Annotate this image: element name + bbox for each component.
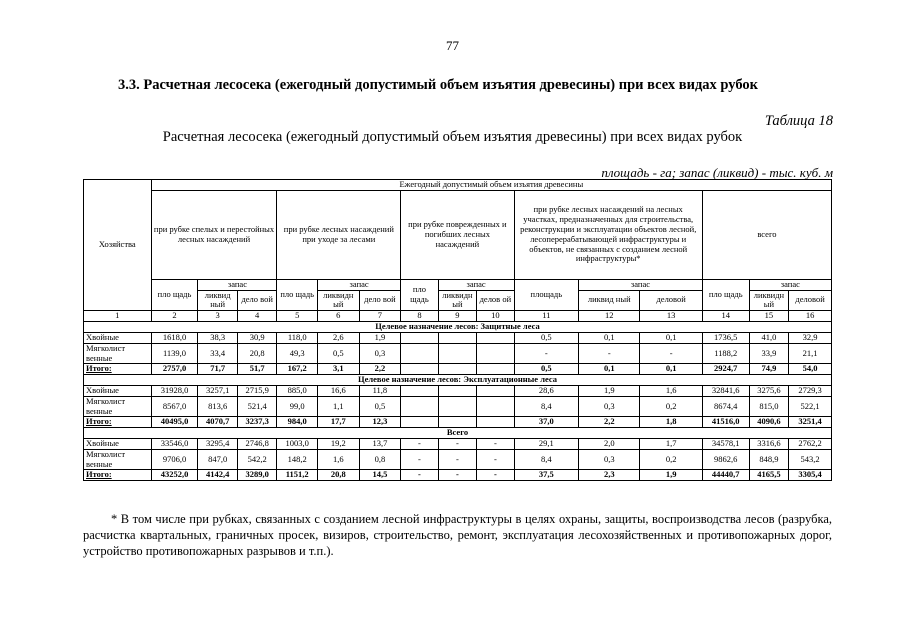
table-cell: 13,7 bbox=[359, 439, 401, 450]
table-cell: 0,1 bbox=[579, 333, 640, 344]
table-cell bbox=[477, 417, 514, 428]
header-liquid: ликвид ный bbox=[198, 290, 238, 311]
table-cell: 3257,1 bbox=[198, 386, 238, 397]
header-area: пло щадь bbox=[401, 279, 438, 310]
header-farm: Хозяйства bbox=[84, 180, 152, 311]
table-cell: 0,8 bbox=[359, 449, 401, 470]
table-cell: 99,0 bbox=[277, 396, 318, 417]
column-number: 15 bbox=[749, 311, 789, 322]
table-cell bbox=[438, 417, 476, 428]
table-cell: - bbox=[579, 343, 640, 364]
table-cell: 37,0 bbox=[514, 417, 578, 428]
table-cell: 1,8 bbox=[640, 417, 702, 428]
table-cell: 847,0 bbox=[198, 449, 238, 470]
table-cell: 14,5 bbox=[359, 470, 401, 481]
table-cell bbox=[477, 333, 514, 344]
table-cell: 4142,4 bbox=[198, 470, 238, 481]
table-cell: 8674,4 bbox=[702, 396, 749, 417]
table-cell bbox=[477, 386, 514, 397]
header-area: пло щадь bbox=[151, 279, 198, 310]
row-label: Мягколист венные bbox=[84, 449, 152, 470]
header-group-damaged: при рубке поврежденных и погибших лесных насаждений bbox=[401, 190, 514, 279]
header-liquid: ликвид ный bbox=[579, 290, 640, 311]
table-cell: 8567,0 bbox=[151, 396, 198, 417]
table-label: Таблица 18 bbox=[764, 113, 833, 129]
row-label: Хвойные bbox=[84, 386, 152, 397]
table-title: Расчетная лесосека (ежегодный допустимый объем изъятия древесины) при всех видах рубок bbox=[162, 129, 743, 145]
header-business: дело вой bbox=[359, 290, 401, 311]
table-cell: 11,8 bbox=[359, 386, 401, 397]
table-cell bbox=[401, 396, 438, 417]
column-number: 8 bbox=[401, 311, 438, 322]
table-cell: 32841,6 bbox=[702, 386, 749, 397]
table-cell: 3237,3 bbox=[237, 417, 277, 428]
table-cell: 54,0 bbox=[789, 364, 832, 375]
header-business: дело вой bbox=[237, 290, 277, 311]
table-cell: 1151,2 bbox=[277, 470, 318, 481]
table-cell: - bbox=[514, 343, 578, 364]
table-cell: 33,4 bbox=[198, 343, 238, 364]
table-cell: 2,2 bbox=[359, 364, 401, 375]
table-cell: 1,1 bbox=[318, 396, 360, 417]
section-title: Целевое назначение лесов: Эксплуатационные леса bbox=[84, 375, 832, 386]
section-row bbox=[84, 428, 832, 439]
header-liquid: ликвидн ый bbox=[749, 290, 789, 311]
table-body bbox=[84, 322, 832, 481]
row-label: Мягколист венные bbox=[84, 343, 152, 364]
section-row bbox=[84, 375, 832, 386]
table-cell: 9862,6 bbox=[702, 449, 749, 470]
table-cell: - bbox=[401, 439, 438, 450]
table-cell: 33546,0 bbox=[151, 439, 198, 450]
column-number: 4 bbox=[237, 311, 277, 322]
table-cell: 51,7 bbox=[237, 364, 277, 375]
header-row-3 bbox=[84, 279, 832, 290]
footnote: * В том числе при рубках, связанных с созданием лесной инфраструктуры в целях охраны, защиты, воспроизводства лесов (разрубка, расчистка квартальных, граничных просек, визиров, строительство, ремонт, эксплуатация лесохозяйственных и противопожарных дорог, устройство противопожарных разрывов и т.п.). bbox=[83, 512, 832, 558]
header-row-2 bbox=[84, 190, 832, 279]
column-number: 6 bbox=[318, 311, 360, 322]
table-cell: 2,3 bbox=[579, 470, 640, 481]
total-row bbox=[84, 364, 832, 375]
table-cell: 0,1 bbox=[579, 364, 640, 375]
table-cell: 0,5 bbox=[514, 333, 578, 344]
table-row bbox=[84, 449, 832, 470]
table-cell: 167,2 bbox=[277, 364, 318, 375]
header-liquid: ликвидн ый bbox=[438, 290, 476, 311]
header-annual: Ежегодный допустимый объем изъятия древесины bbox=[151, 180, 831, 191]
header-area: пло щадь bbox=[277, 279, 318, 310]
header-business: деловой bbox=[640, 290, 702, 311]
table-cell: 1003,0 bbox=[277, 439, 318, 450]
section-title: Всего bbox=[84, 428, 832, 439]
table-cell: - bbox=[477, 449, 514, 470]
header-group-mature: при рубке спелых и перестойных лесных насаждений bbox=[151, 190, 277, 279]
table-cell: 0,3 bbox=[579, 396, 640, 417]
table-cell: 12,3 bbox=[359, 417, 401, 428]
table-cell: 33,9 bbox=[749, 343, 789, 364]
table-cell: 2,6 bbox=[318, 333, 360, 344]
table-cell bbox=[477, 343, 514, 364]
header-stock: запас bbox=[198, 279, 277, 290]
table-cell: 1139,0 bbox=[151, 343, 198, 364]
table-cell: 984,0 bbox=[277, 417, 318, 428]
header-stock: запас bbox=[749, 279, 831, 290]
table-cell: 118,0 bbox=[277, 333, 318, 344]
header-stock: запас bbox=[438, 279, 514, 290]
table-cell: 20,8 bbox=[318, 470, 360, 481]
table-cell: 0,3 bbox=[579, 449, 640, 470]
table-cell bbox=[477, 364, 514, 375]
table-cell: 1736,5 bbox=[702, 333, 749, 344]
table-cell bbox=[401, 343, 438, 364]
table-cell bbox=[477, 396, 514, 417]
row-label: Итого: bbox=[84, 470, 152, 481]
table-cell: 34578,1 bbox=[702, 439, 749, 450]
header-group-infrastructure: при рубке лесных насаждений на лесных участках, предназначенных для строительства, реконструкции и эксплуатации объектов лесной, лесоперерабатывающей инфраструктуры и объектов, не связанных с созданием лесной инфраструктуры* bbox=[514, 190, 702, 279]
table-cell: 0,5 bbox=[359, 396, 401, 417]
table-cell: 41,0 bbox=[749, 333, 789, 344]
table-cell: 3289,0 bbox=[237, 470, 277, 481]
table-cell: 848,9 bbox=[749, 449, 789, 470]
table-cell bbox=[438, 333, 476, 344]
table-cell: 521,4 bbox=[237, 396, 277, 417]
header-liquid: ликвидн ый bbox=[318, 290, 360, 311]
table-cell: - bbox=[401, 470, 438, 481]
table-cell: 1,6 bbox=[640, 386, 702, 397]
section-title: Целевое назначение лесов: Защитные леса bbox=[84, 322, 832, 333]
table-cell: 3251,4 bbox=[789, 417, 832, 428]
table-cell: 29,1 bbox=[514, 439, 578, 450]
header-stock: запас bbox=[318, 279, 401, 290]
table-cell: 16,6 bbox=[318, 386, 360, 397]
table-cell: 2762,2 bbox=[789, 439, 832, 450]
total-row bbox=[84, 417, 832, 428]
row-label: Хвойные bbox=[84, 439, 152, 450]
table-cell: 815,0 bbox=[749, 396, 789, 417]
table-cell: 0,2 bbox=[640, 449, 702, 470]
table-cell: 813,6 bbox=[198, 396, 238, 417]
table-cell: 0,1 bbox=[640, 364, 702, 375]
header-group-care: при рубке лесных насаждений при уходе за лесами bbox=[277, 190, 401, 279]
table-cell: 28,6 bbox=[514, 386, 578, 397]
table-cell: 19,2 bbox=[318, 439, 360, 450]
column-number: 10 bbox=[477, 311, 514, 322]
column-number: 7 bbox=[359, 311, 401, 322]
table-cell: 1,9 bbox=[579, 386, 640, 397]
table-cell: - bbox=[438, 439, 476, 450]
column-number: 14 bbox=[702, 311, 749, 322]
header-business: деловой bbox=[789, 290, 832, 311]
table-cell: 2715,9 bbox=[237, 386, 277, 397]
table-cell: 1,9 bbox=[640, 470, 702, 481]
header-business: делов ой bbox=[477, 290, 514, 311]
total-row bbox=[84, 470, 832, 481]
table-cell: 3,1 bbox=[318, 364, 360, 375]
column-numbers-row bbox=[84, 311, 832, 322]
table-cell: 37,5 bbox=[514, 470, 578, 481]
table-cell: 8,4 bbox=[514, 449, 578, 470]
table-cell: 2729,3 bbox=[789, 386, 832, 397]
table-cell: 3305,4 bbox=[789, 470, 832, 481]
table-cell: 0,2 bbox=[640, 396, 702, 417]
table-cell: 44440,7 bbox=[702, 470, 749, 481]
table-cell: 74,9 bbox=[749, 364, 789, 375]
table-row bbox=[84, 343, 832, 364]
table-cell: 542,2 bbox=[237, 449, 277, 470]
page-number: 77 bbox=[446, 38, 459, 53]
table-cell: 9706,0 bbox=[151, 449, 198, 470]
table-cell: 4090,6 bbox=[749, 417, 789, 428]
row-label: Итого: bbox=[84, 364, 152, 375]
table-cell: - bbox=[438, 449, 476, 470]
column-number: 13 bbox=[640, 311, 702, 322]
table-cell: 3275,6 bbox=[749, 386, 789, 397]
table-cell bbox=[401, 364, 438, 375]
table-cell: - bbox=[438, 470, 476, 481]
table-cell: 40495,0 bbox=[151, 417, 198, 428]
table-cell bbox=[401, 386, 438, 397]
table-cell bbox=[438, 386, 476, 397]
table-cell: - bbox=[401, 449, 438, 470]
column-number: 5 bbox=[277, 311, 318, 322]
table-cell bbox=[401, 417, 438, 428]
table-cell: 43252,0 bbox=[151, 470, 198, 481]
table-cell: 71,7 bbox=[198, 364, 238, 375]
table-cell: 543,2 bbox=[789, 449, 832, 470]
column-number: 11 bbox=[514, 311, 578, 322]
table-cell: 0,5 bbox=[514, 364, 578, 375]
column-number: 3 bbox=[198, 311, 238, 322]
table-cell: 1618,0 bbox=[151, 333, 198, 344]
table-cell: 38,3 bbox=[198, 333, 238, 344]
table-row bbox=[84, 386, 832, 397]
table-row bbox=[84, 396, 832, 417]
row-label: Мягколист венные bbox=[84, 396, 152, 417]
table-cell: 2757,0 bbox=[151, 364, 198, 375]
table-cell: 2,0 bbox=[579, 439, 640, 450]
table-cell bbox=[438, 364, 476, 375]
table-cell: 32,9 bbox=[789, 333, 832, 344]
table-cell: 8,4 bbox=[514, 396, 578, 417]
section-row bbox=[84, 322, 832, 333]
table-cell: 30,9 bbox=[237, 333, 277, 344]
table-cell: 21,1 bbox=[789, 343, 832, 364]
column-number: 16 bbox=[789, 311, 832, 322]
table-cell: 0,1 bbox=[640, 333, 702, 344]
table-cell: 148,2 bbox=[277, 449, 318, 470]
table-cell: 1188,2 bbox=[702, 343, 749, 364]
table-cell: 41516,0 bbox=[702, 417, 749, 428]
table-cell: 3316,6 bbox=[749, 439, 789, 450]
table-cell: 4165,5 bbox=[749, 470, 789, 481]
table-cell: 4070,7 bbox=[198, 417, 238, 428]
table-cell: 1,7 bbox=[640, 439, 702, 450]
table-cell bbox=[438, 396, 476, 417]
table-cell: - bbox=[477, 470, 514, 481]
column-number: 1 bbox=[84, 311, 152, 322]
table-row bbox=[84, 333, 832, 344]
units-note: площадь - га; запас (ликвид) - тыс. куб. м bbox=[601, 165, 833, 180]
table-cell: 20,8 bbox=[237, 343, 277, 364]
column-number: 12 bbox=[579, 311, 640, 322]
table-cell bbox=[401, 333, 438, 344]
table-cell: - bbox=[477, 439, 514, 450]
table-cell: 885,0 bbox=[277, 386, 318, 397]
table-cell: - bbox=[640, 343, 702, 364]
table-cell: 1,9 bbox=[359, 333, 401, 344]
table-cell: 49,3 bbox=[277, 343, 318, 364]
table-cell: 0,3 bbox=[359, 343, 401, 364]
table-cell: 2,2 bbox=[579, 417, 640, 428]
header-stock: запас bbox=[579, 279, 703, 290]
header-row-1 bbox=[84, 180, 832, 191]
row-label: Хвойные bbox=[84, 333, 152, 344]
table-cell: 2924,7 bbox=[702, 364, 749, 375]
table-cell: 3295,4 bbox=[198, 439, 238, 450]
row-label: Итого: bbox=[84, 417, 152, 428]
header-area: пло щадь bbox=[702, 279, 749, 310]
table-cell bbox=[438, 343, 476, 364]
section-heading: 3.3. Расчетная лесосека (ежегодный допустимый объем изъятия древесины) при всех видах рубок bbox=[118, 77, 759, 93]
column-number: 9 bbox=[438, 311, 476, 322]
table-cell: 522,1 bbox=[789, 396, 832, 417]
table-cell: 2746,8 bbox=[237, 439, 277, 450]
table-cell: 1,6 bbox=[318, 449, 360, 470]
table-cell: 31928,0 bbox=[151, 386, 198, 397]
header-area: площадь bbox=[514, 279, 578, 310]
table-row bbox=[84, 439, 832, 450]
table-cell: 0,5 bbox=[318, 343, 360, 364]
harvest-table bbox=[83, 179, 832, 481]
table-cell: 17,7 bbox=[318, 417, 360, 428]
header-group-total: всего bbox=[702, 190, 831, 279]
column-number: 2 bbox=[151, 311, 198, 322]
